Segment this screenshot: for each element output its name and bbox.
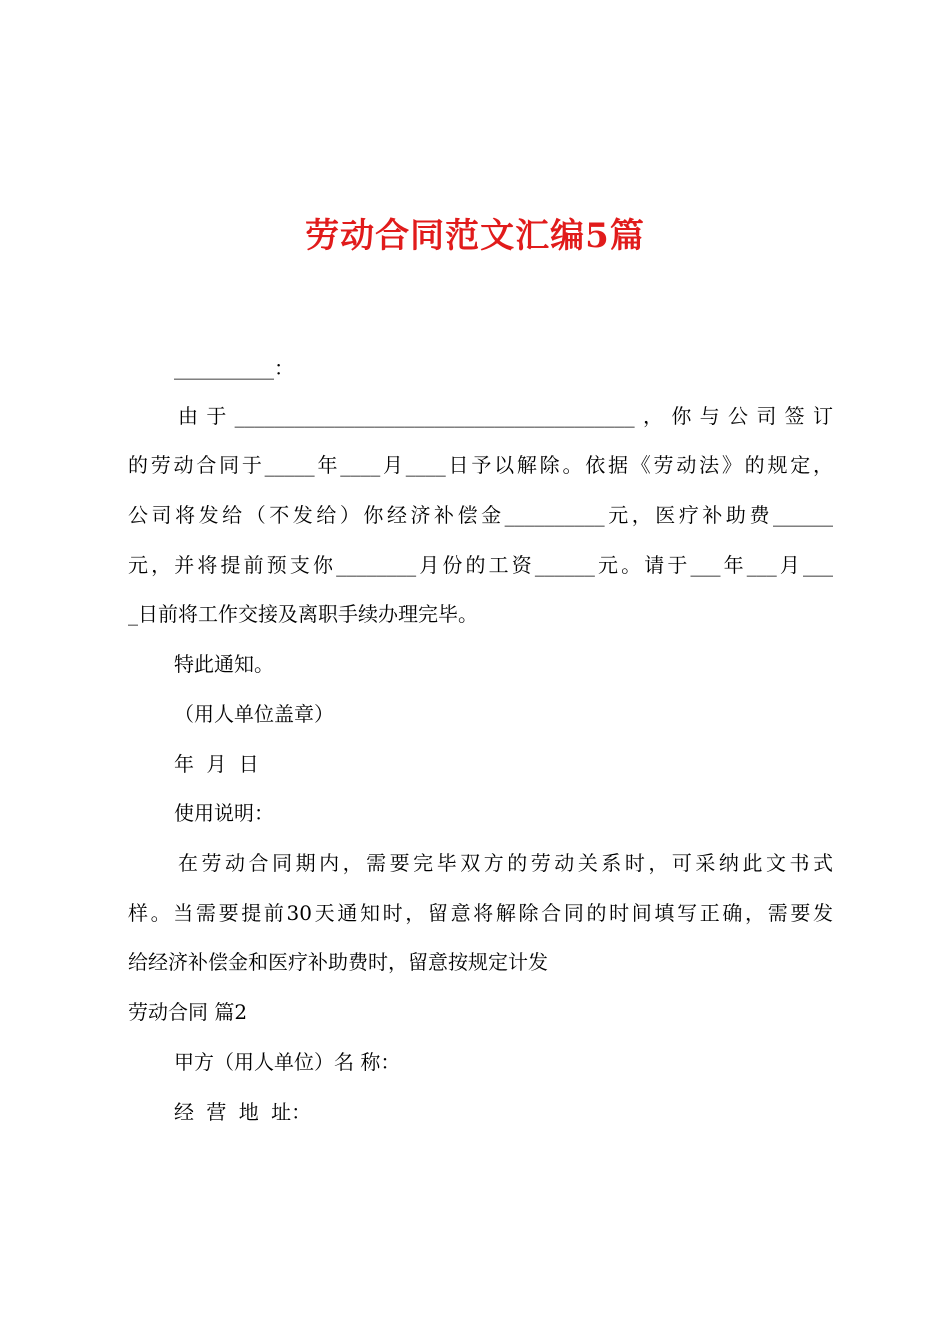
usage-line-2: 样。当需要提前30天通知时，留意将解除合同的时间填写正确，需要发 — [128, 901, 833, 925]
addressee-line: __________： — [174, 356, 294, 380]
paragraph-line-3: 公司将发给（不发给）你经济补偿金__________元，医疗补助费______ — [128, 503, 833, 527]
section-heading: 劳动合同 篇2 — [128, 1000, 248, 1024]
usage-line-3: 给经济补偿金和医疗补助费时，留意按规定计发 — [128, 950, 548, 974]
paragraph-line-1: 由于________________________________________，你与公司签订 — [178, 404, 833, 428]
usage-line-1: 在劳动合同期内，需要完毕双方的劳动关系时，可采纳此文书式 — [178, 851, 833, 875]
document-title: 劳动合同范文汇编5篇 — [305, 216, 645, 256]
notice-closing: 特此通知。 — [174, 652, 274, 676]
date-line: 年 月 日 — [174, 752, 259, 776]
party-a-name-line: 甲方（用人单位）名 称： — [174, 1050, 401, 1074]
paragraph-line-5: _日前将工作交接及离职手续办理完毕。 — [128, 602, 478, 626]
employer-seal-line: （用人单位盖章） — [174, 702, 334, 726]
usage-heading: 使用说明： — [174, 801, 274, 825]
paragraph-line-4: 元，并将提前预支你________月份的工资______元。请于___年___月___ — [128, 553, 833, 577]
party-a-address-line: 经 营 地 址： — [174, 1100, 312, 1124]
paragraph-line-2: 的劳动合同于_____年____月____日予以解除。依据《劳动法》的规定， — [128, 453, 833, 477]
